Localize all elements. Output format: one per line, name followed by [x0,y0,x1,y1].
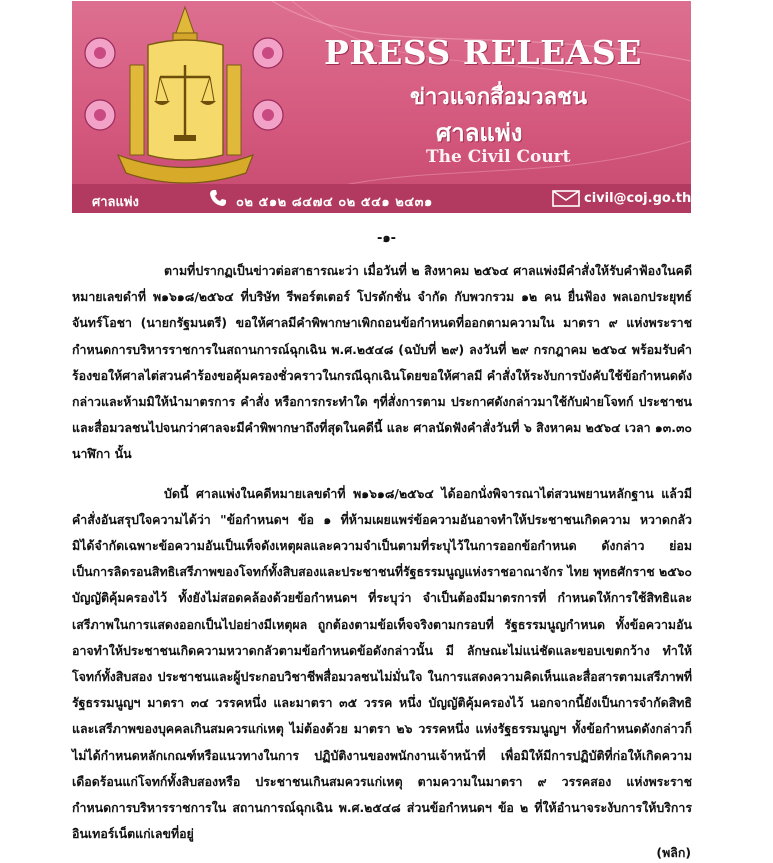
thai-court-name: ศาลแพ่ง [436,119,523,147]
press-release-body [72,258,692,860]
contact-phone-numbers: ๐๒ ๕๑๒ ๘๔๗๔ ๐๒ ๕๔๑ ๒๔๓๑ [236,195,433,210]
body-paragraph-2: บัดนี้ ศาลแพ่งในคดีหมายเลขดำที่ พ๑๖๑๘/๒๕๖๔ ได้ออกนั่งพิจารณาไต่สวนพยานหลักฐาน แล้วมีคำสั่งอันสรุปใจความได้ว่า "ข้อกำหนดฯ ข้อ ๑ ที่ห้ามเผยแพร่ข้อความอันอาจทำให้ประชาชนเกิดความ หวาดกลัว มิได้จำกัดเฉพาะข้อความอันเป็นเท็จดังเหตุผลและความจำเป็นตามที่ระบุไว้ในการออกข้อกำหนด ดังกล่าว ย่อมเป็นการลิดรอนสิทธิเสรีภาพของโจทก์ทั้งสิบสองและประชาชนที่รัฐธรรมนูญแห่งราชอาณาจักร ไทย พุทธศักราช ๒๕๖๐ บัญญัติคุ้มครองไว้ ทั้งยังไม่สอดคล้องด้วยข้อกำหนดฯ ที่ระบุว่า จำเป็นต้องมีมาตรการที่ กำหนดให้การใช้สิทธิและเสรีภาพในการแสดงออกเป็นไปอย่างมีเหตุผล ถูกต้องตามข้อเท็จจริงตามกรอบที่ รัฐธรรมนูญกำหนด ทั้งข้อความอันอาจทำให้ประชาชนเกิดความหวาดกลัวตามข้อกำหนดข้อดังกล่าวนั้น มี ลักษณะไม่แน่ชัดและขอบเขตกว้าง ทำให้โจทก์ทั้งสิบสอง ประชาชนและผู้ประกอบวิชาชีพสื่อมวลชนไม่มั่นใจ ในการแสดงความคิดเห็นและสื่อสารตามเสรีภาพที่รัฐธรรมนูญฯ มาตรา ๓๔ วรรคหนึ่ง และมาตรา ๓๕ วรรค หนึ่ง บัญญัติคุ้มครองไว้ นอกจากนี้ยังเป็นการจำกัดสิทธิและเสรีภาพของบุคคลเกินสมควรแก่เหตุ ไม่ต้องด้วย มาตรา ๒๖ วรรคหนึ่ง แห่งรัฐธรรมนูญฯ ทั้งข้อกำหนดดังกล่าวก็ไม่ได้กำหนดหลักเกณฑ์หรือแนวทางในการ ปฏิบัติงานของพนักงานเจ้าหน้าที่ เพื่อมิให้มีการปฏิบัติที่ก่อให้เกิดความเดือดร้อนแก่โจทก์ทั้งสิบสองหรือ ประชาชนเกินสมควรแก่เหตุ ตามความในมาตรา ๙ วรรคสอง แห่งพระราชกำหนดการบริหารราชการใน สถานการณ์ฉุกเฉิน พ.ศ.๒๕๔๘ ส่วนข้อกำหนดฯ ข้อ ๒ ที่ให้อำนาจระงับการให้บริการอินเทอร์เน็ตแก่เลขที่อยู่ [72,485,692,842]
body-paragraph-1: ตามที่ปรากฏเป็นข่าวต่อสาธารณะว่า เมื่อวันที่ ๒ สิงหาคม ๒๕๖๔ ศาลแพ่งมีคำสั่งให้รับคำฟ้องในคดีหมายเลขดำที่ พ๑๖๑๘/๒๕๖๔ ที่บริษัท รีพอร์ตเตอร์ โปรดักชั่น จำกัด กับพวกรวม ๑๒ คน ยื่นฟ้อง พลเอกประยุทธ์ จันทร์โอชา (นายกรัฐมนตรี) ขอให้ศาลมีคำพิพากษาเพิกถอนข้อกำหนดที่ออกตามความใน มาตรา ๙ แห่งพระราชกำหนดการบริหารราชการในสถานการณ์ฉุกเฉิน พ.ศ.๒๕๔๘ (ฉบับที่ ๒๙) ลงวันที่ ๒๙ กรกฎาคม ๒๕๖๔ พร้อมรับคำร้องขอให้ศาลไต่สวนคำร้องขอคุ้มครองชั่วคราวในกรณีฉุกเฉินโดยขอให้ศาลมี คำสั่งให้ระงับการบังคับใช้ข้อกำหนดดังกล่าวและห้ามมิให้นำมาตรการ คำสั่ง หรือการกระทำใด ๆที่สั่งการตาม ประกาศดังกล่าวมาใช้กับฝ่ายโจทก์ ประชาชนและสื่อมวลชนไปจนกว่าศาลจะมีคำพิพากษาถึงที่สุดในคดีนี้ และ ศาลนัดฟังคำสั่งวันที่ ๖ สิงหาคม ๒๕๖๔ เวลา ๑๓.๓๐ นาฬิกา นั้น [72,263,692,462]
contact-bar [72,184,691,213]
mail-icon [552,189,580,208]
press-release-title: PRESS RELEASE [324,33,642,72]
phone-icon [208,188,228,208]
page-number: -๑- [376,231,397,246]
contact-court-label: ศาลแพ่ง [92,195,139,210]
thai-subtitle: ข่าวแจกสื่อมวลชน [410,85,588,110]
english-court-name: The Civil Court [426,147,571,167]
civil-court-emblem-icon [78,5,293,187]
continued-marker: (พลิก) [656,845,691,860]
press-release-banner [72,1,691,213]
contact-email: civil@coj.go.th [584,191,691,206]
